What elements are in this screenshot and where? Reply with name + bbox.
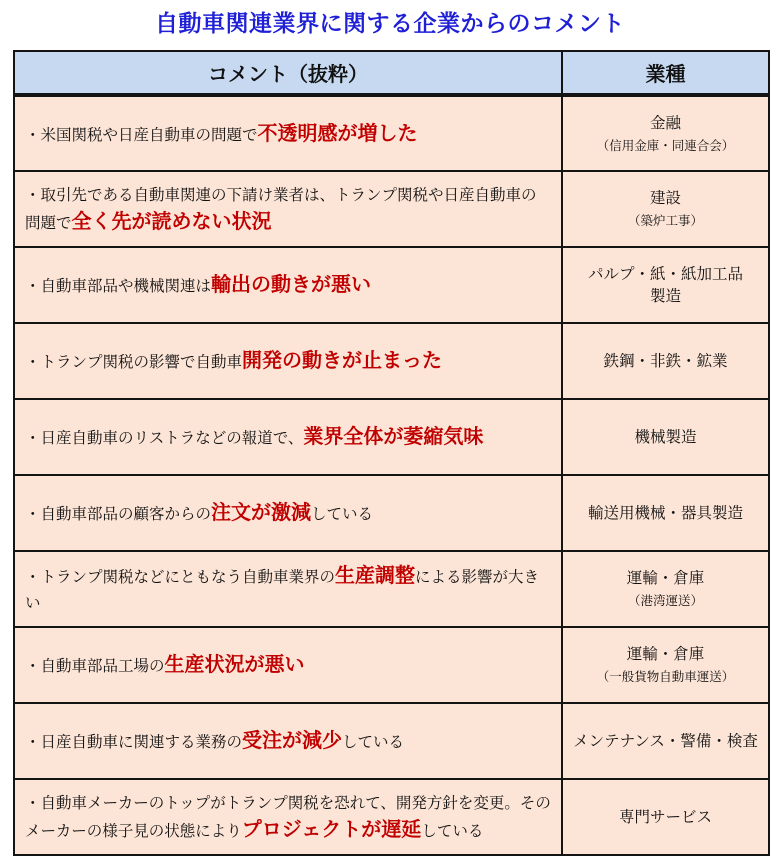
industry-name: メンテナンス・警備・検査 [573,732,758,750]
industry-cell [562,779,769,855]
industry-name: 専門サービス [618,808,712,826]
industry-cell [562,551,769,627]
industry-name: 運輸・倉庫 [626,569,705,587]
industry-detail: （港湾運送） [627,593,703,608]
comment-text-after: している [421,822,484,840]
comment-cell [14,551,562,627]
industry-name: 金融 [649,113,681,132]
comment-text-after: している [311,505,374,523]
comment-text: 自動車部品の顧客からの [40,505,212,523]
table-row [14,551,769,627]
comment-text: 自動車部品工場の [40,657,165,675]
industry-name: 機械製造 [634,428,697,446]
comment-text: トランプ関税の影響で自動車 [40,353,243,371]
industry-cell [562,703,769,779]
bullet: ・ [25,277,41,295]
comment-text-after: による影響が大きい [25,568,540,612]
bullet: ・ [25,733,41,751]
bullet: ・ [25,568,41,586]
bullet: ・ [25,186,41,204]
table-row [14,779,769,855]
comment-highlight: 生産状況が悪い [164,652,305,676]
comment-highlight: 開発の動きが止まった [242,348,443,372]
industry-cell [562,247,769,323]
comment-cell [14,399,562,475]
header-row [14,51,769,95]
comment-text: 日産自動車に関連する業務の [40,733,243,751]
bullet: ・ [25,657,41,675]
industry-cell [562,95,769,171]
table-row [14,475,769,551]
industry-cell [562,475,769,551]
page-title: 自動車関連業界に関する企業からのコメント [155,11,625,37]
industry-detail: （築炉工事） [627,213,703,228]
comment-cell [14,779,562,855]
table-row [14,95,769,171]
comment-text: 米国関税や日産自動車の問題で [40,125,258,144]
bullet: ・ [25,125,41,144]
industry-cell [562,171,769,247]
comment-highlight: 受注が減少 [242,728,343,752]
industry-cell [562,627,769,703]
comment-text: トランプ関税などにともなう自動車業界の [40,568,336,586]
table-row [14,171,769,247]
header-industry: 業種 [562,51,769,95]
comment-text-after: している [342,733,405,751]
industry-cell [562,399,769,475]
header-comment: コメント（抜粋） [14,51,562,95]
industry-name: パルプ・紙・紙加工品製造 [587,265,743,305]
comment-cell [14,627,562,703]
comment-highlight: 全く先が読めない状況 [71,209,272,233]
comment-text: 自動車部品や機械関連は [40,277,212,295]
bullet: ・ [25,794,41,812]
comment-text: 日産自動車のリストラなどの報道で、 [40,429,304,447]
bullet: ・ [25,505,41,523]
comment-highlight: 業界全体が萎縮気味 [303,424,484,448]
table-row [14,247,769,323]
bullet: ・ [25,353,41,371]
comment-cell [14,247,562,323]
bullet: ・ [25,429,41,447]
table-row [14,399,769,475]
comment-cell [14,95,562,171]
comment-text: 取引先である自動車関連の下請け業者は、トランプ関税や日産自動車の問題で [25,186,537,232]
comment-highlight: 輸出の動きが悪い [211,272,372,296]
comment-highlight: 不透明感が増した [257,120,418,145]
comments-table [13,50,770,856]
comment-highlight: 注文が激減 [211,500,312,524]
industry-cell [562,323,769,399]
industry-detail: （信用金庫・同連合会） [596,137,735,153]
comment-cell [14,475,562,551]
industry-name: 鉄鋼・非鉄・鉱業 [603,352,728,370]
table-row [14,323,769,399]
industry-detail: （一般貨物自動車運送） [596,669,735,684]
industry-name: 建設 [649,189,681,207]
comment-cell [14,323,562,399]
table-row [14,703,769,779]
comment-highlight: プロジェクトが遅延 [241,817,422,841]
industry-name: 輸送用機械・器具製造 [587,504,743,522]
comment-text: 自動車メーカーのトップがトランプ関税を恐れて、開発方針を変更。そのメーカーの様子見の状態により [25,794,551,840]
comment-highlight: 生産調整 [335,563,416,587]
comment-cell [14,171,562,247]
industry-name: 運輸・倉庫 [626,645,705,663]
table-row [14,627,769,703]
comment-cell [14,703,562,779]
